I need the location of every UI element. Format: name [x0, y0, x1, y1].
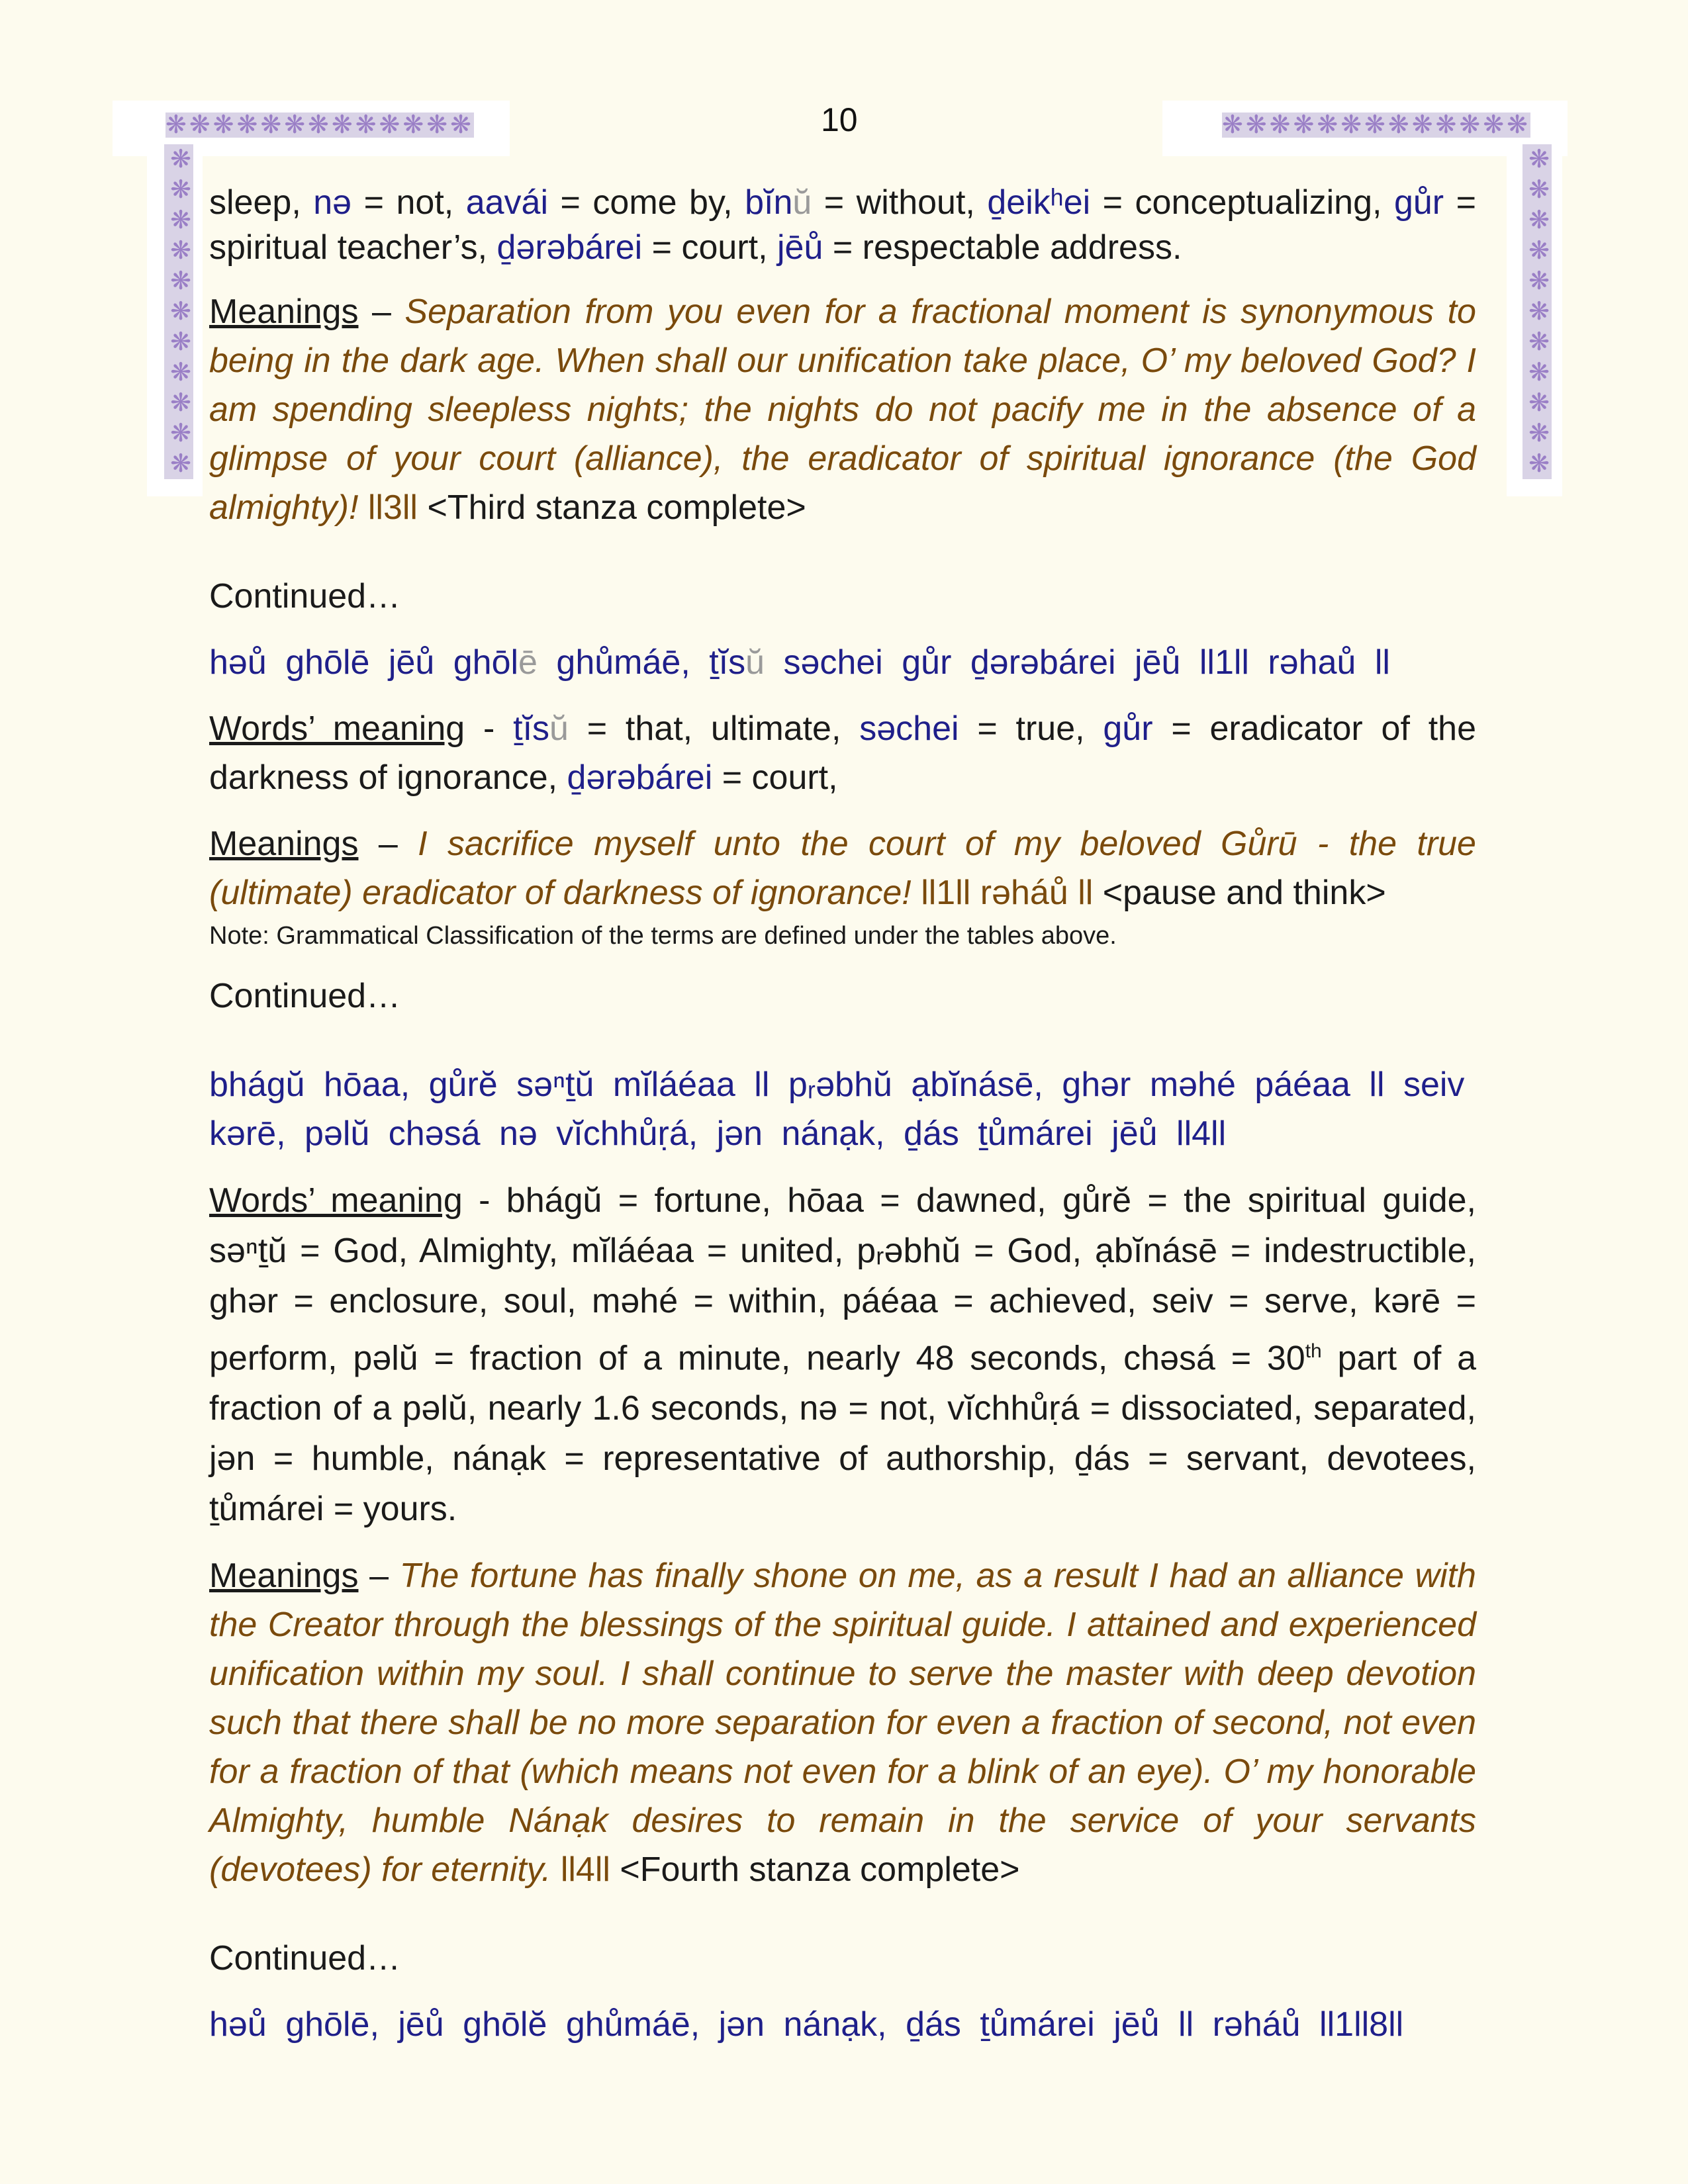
- words-meaning-text: part of a fraction of a pəlŭ, nearly 1.6 seconds, nə = not, vĭchhůṛá = dissociated, separated, jən = humble, nánạk = representative of authorship, ḏás = servant, devotees, ṯůmárei = yours.: [209, 1339, 1477, 1529]
- term: aavái: [465, 183, 549, 222]
- words-meaning-rahau: [209, 704, 1476, 802]
- text: = true,: [959, 709, 1103, 748]
- stanza-status: <Fourth stanza complete>: [620, 1850, 1020, 1889]
- verse-text: ghůmáē, ṯĭs: [537, 643, 746, 682]
- meanings-text: Separation from you even for a fractional moment is synonymous to being in the dark age. When shall our unification take place, O’ my beloved God? I am spending sleepless nights; the nights do not pacify me in the absence of a glimpse of your court (alliance), the eradicator of spiritual ignorance (the God almighty)!: [209, 293, 1476, 527]
- text: = eradicator of the darkness of ignorance,: [209, 709, 1476, 797]
- term: jēů: [777, 228, 823, 267]
- flower-border-left: ❋❋❋❋❋❋❋❋❋❋❋: [164, 144, 193, 479]
- pause-status: <pause and think>: [1102, 874, 1386, 912]
- verse-text: səchei gůr ḏərəbárei jēů ll1ll rəhaů ll: [765, 643, 1390, 682]
- words-meaning-text: - bhágŭ = fortune, hōaa = dawned, gůrĕ = the spiritual guide, səⁿṯŭ = God, Almighty, mĭláéaa = united, pᵣəbhŭ = God, ạbĭnásē = indestructible, ghər = enclosure, soul, məhé = within, páéaa = achieved, seiv = serve, kərē = perform, pəlŭ = fraction of a minute, nearly 48 seconds, chəsá = 30: [209, 1181, 1476, 1378]
- text: = respectable address.: [823, 228, 1182, 267]
- meanings-stanza-4: [209, 1551, 1476, 1894]
- meanings-stanza-3: [209, 287, 1476, 532]
- text: = not,: [352, 183, 466, 222]
- intro-paragraph: [209, 180, 1476, 270]
- meanings-rahau: [209, 819, 1476, 917]
- words-meaning-label: Words’ meaning: [209, 709, 465, 748]
- verse-stanza-4-line-2: kərē, pəlŭ chəsá nə vĭchhůṛá, jən nánạk, ḏás ṯůmárei jēů ll4ll: [209, 1115, 1227, 1153]
- term: ṯĭs: [513, 709, 550, 748]
- term-vowel: ŭ: [549, 709, 569, 748]
- text: = that, ultimate,: [568, 709, 860, 748]
- verse-mark: ll4ll: [551, 1850, 620, 1889]
- flower-border-top-right: ❋❋❋❋❋❋❋❋❋❋❋❋❋: [1222, 111, 1530, 139]
- term: səchei: [859, 709, 959, 748]
- meanings-text: I sacrifice myself unto the court of my beloved Gůrū - the true (ultimate) eradicator of darkness of ignorance!: [209, 825, 1476, 912]
- page-content: [209, 180, 1476, 2049]
- term: gůr: [1103, 709, 1153, 748]
- superscript: th: [1305, 1340, 1322, 1362]
- dash: –: [358, 825, 418, 863]
- meanings-text: The fortune has finally shone on me, as a result I had an alliance with the Creator through the blessings of the spiritual guide. I attained and experienced unification within my soul. I shall continue to serve the master with deep devotion such that there shall be no more separation for even a fraction of second, not even for a fraction of that (which means not even for a blink of an eye). O’ my honorable Almighty, humble Nánạk desires to remain in the service of your servants (devotees) for eternity.: [209, 1557, 1476, 1889]
- stanza-status: <Third stanza complete>: [427, 488, 806, 527]
- grammar-note: Note: Grammatical Classification of the terms are defined under the tables above.: [209, 922, 1117, 950]
- meanings-label: Meanings: [209, 293, 359, 331]
- continued-label: Continued…: [209, 1939, 401, 1978]
- verse-stanza-4-line-1: bhágŭ hōaa, gůrĕ səⁿṯŭ mĭláéaa ll pᵣəbhŭ ạbĭnásē, ghər məhé páéaa ll seiv: [209, 1066, 1465, 1104]
- term: bĭn: [745, 183, 793, 222]
- meanings-label: Meanings: [209, 1557, 359, 1596]
- meanings-label: Meanings: [209, 825, 359, 863]
- flower-border-right: ❋❋❋❋❋❋❋❋❋❋❋: [1523, 144, 1552, 479]
- text: = without,: [812, 183, 988, 222]
- term: ḏərəbárei: [496, 228, 643, 267]
- text: sleep,: [209, 183, 314, 222]
- dash: –: [358, 1557, 400, 1596]
- words-meaning-stanza-4: [209, 1175, 1476, 1534]
- dash: –: [358, 293, 405, 331]
- verse-vowel: ŭ: [745, 643, 765, 682]
- verse-vowel: ē: [518, 643, 538, 682]
- term: ḏərəbárei: [567, 758, 713, 797]
- verse-mark: ll1ll rəháů ll: [911, 874, 1103, 912]
- text: = court,: [642, 228, 777, 267]
- text: = conceptualizing,: [1090, 183, 1394, 222]
- continued-label: Continued…: [209, 977, 401, 1015]
- term-vowel: ŭ: [792, 183, 812, 222]
- text: = court,: [712, 758, 838, 797]
- text: = come by,: [548, 183, 745, 222]
- page-number: 10: [821, 101, 858, 138]
- verse-final: həů ghōlē, jēů ghōlĕ ghůmáē, jən nánạk, ḏás ṯůmárei jēů ll rəháů ll1ll8ll: [209, 2005, 1404, 2044]
- verse-mark: ll3ll: [358, 488, 428, 527]
- continued-label: Continued…: [209, 577, 401, 615]
- dash: -: [465, 709, 514, 748]
- verse-text: həů ghōlē jēů ghōl: [209, 643, 519, 682]
- verse-rahau: [209, 638, 1476, 687]
- flower-border-top-left: ❋❋❋❋❋❋❋❋❋❋❋❋❋: [165, 111, 474, 139]
- text: = spiritual teacher’s,: [209, 183, 1476, 267]
- term: gůr: [1393, 183, 1444, 222]
- term: ḏeikʰei: [987, 183, 1091, 222]
- words-meaning-label: Words’ meaning: [209, 1181, 463, 1220]
- term: nə: [313, 183, 352, 222]
